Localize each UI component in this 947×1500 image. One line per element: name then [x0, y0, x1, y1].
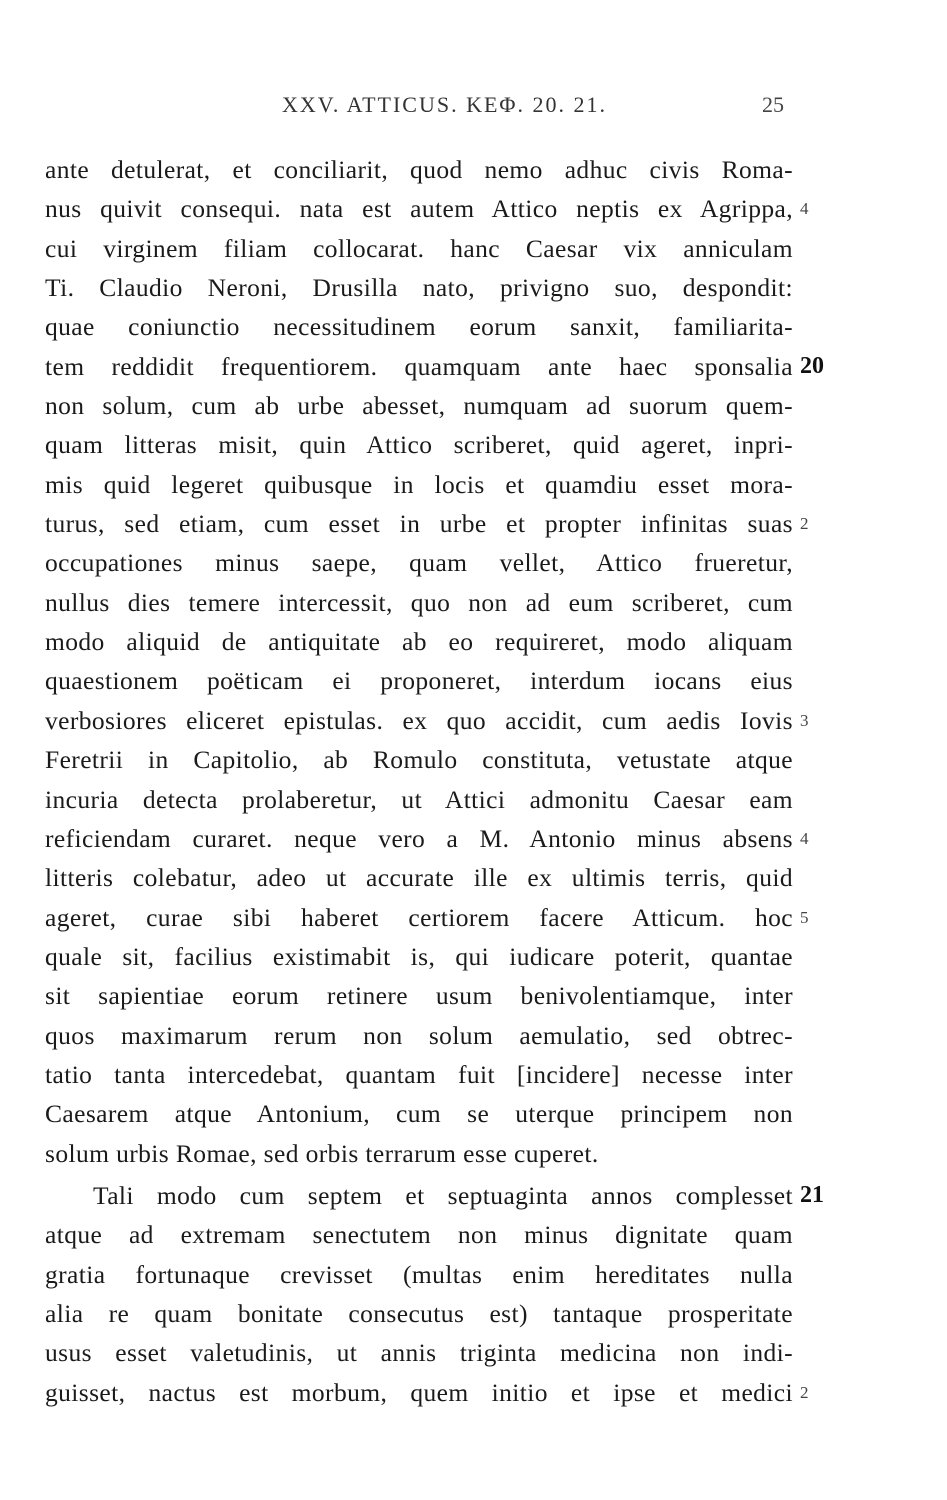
text-line: occupationes minus saepe, quam vellet, Attico frueretur,: [45, 548, 793, 578]
text-line: Caesarem atque Antonium, cum se uterque principem non: [45, 1099, 793, 1129]
text-line: guisset, nactus est morbum, quem initio et ipse et medici: [45, 1377, 793, 1407]
text-line: tem reddidit frequentiorem. quamquam ante haec sponsalia: [45, 351, 793, 381]
margin-section-number: 4: [800, 199, 809, 218]
text-line: usus esset valetudinis, ut annis triginta medicina non indi-: [45, 1338, 793, 1368]
margin-chapter-number: 21: [800, 1182, 824, 1208]
text-line: quale sit, facilius existimabit is, qui iudicare poterit, quantae: [45, 941, 793, 971]
text-line: solum urbis Romae, sed orbis terrarum esse cuperet.: [45, 1138, 599, 1168]
page-number: 25: [762, 92, 784, 117]
text-line: verbosiores eliceret epistulas. ex quo accidit, cum aedis Iovis: [45, 705, 793, 735]
text-line: quae coniunctio necessitudinem eorum sanxit, familiarita-: [45, 312, 793, 342]
text-line: nus quivit consequi. nata est autem Attico neptis ex Agrippa,: [45, 194, 793, 224]
margin-section-number: 2: [800, 1383, 809, 1402]
text-line: quos maximarum rerum non solum aemulatio, sed obtrec-: [45, 1020, 793, 1050]
running-title: XXV. ATTICUS. ΚΕΦ. 20. 21.: [282, 92, 607, 117]
text-line: cui virginem filiam collocarat. hanc Caesar vix anniculam: [45, 233, 793, 263]
text-line: litteris colebatur, adeo ut accurate ille ex ultimis terris, quid: [45, 863, 793, 893]
text-line: non solum, cum ab urbe abesset, numquam ad suorum quem-: [45, 391, 793, 421]
margin-section-number: 2: [800, 514, 809, 533]
text-line: atque ad extremam senectutem non minus dignitate quam: [45, 1220, 793, 1250]
text-line: modo aliquid de antiquitate ab eo requireret, modo aliquam: [45, 627, 793, 657]
text-line: Ti. Claudio Neroni, Drusilla nato, privigno suo, despondit:: [45, 273, 793, 303]
text-line: Feretrii in Capitolio, ab Romulo constituta, vetustate atque: [45, 745, 793, 775]
margin-section-number: 4: [800, 829, 809, 848]
text-line: ageret, curae sibi haberet certiorem facere Atticum. hoc: [45, 902, 793, 932]
paragraph-start-line: Tali modo cum septem et septuaginta annos complesset: [93, 1180, 793, 1210]
margin-section-number: 3: [800, 711, 809, 730]
text-line: gratia fortunaque crevisset (multas enim hereditates nulla: [45, 1259, 793, 1289]
margin-chapter-number: 20: [800, 353, 824, 379]
text-line: nullus dies temere intercessit, quo non ad eum scriberet, cum: [45, 587, 793, 617]
text-line: quam litteras misit, quin Attico scriberet, quid ageret, inpri-: [45, 430, 793, 460]
text-line: reficiendam curaret. neque vero a M. Antonio minus absens: [45, 823, 793, 853]
text-line: sit sapientiae eorum retinere usum benivolentiamque, inter: [45, 981, 793, 1011]
text-line: alia re quam bonitate consecutus est) tantaque prosperitate: [45, 1298, 793, 1328]
text-line: turus, sed etiam, cum esset in urbe et propter infinitas suas: [45, 509, 793, 539]
body-text: [45, 150, 793, 1412]
text-line: incuria detecta prolaberetur, ut Attici admonitu Caesar eam: [45, 784, 793, 814]
text-line: mis quid legeret quibusque in locis et quamdiu esset mora-: [45, 469, 793, 499]
running-header: [0, 92, 947, 122]
text-line: tatio tanta intercedebat, quantam fuit [incidere] necesse inter: [45, 1059, 793, 1089]
margin-section-number: 5: [800, 908, 809, 927]
text-line: quaestionem poëticam ei proponeret, interdum iocans eius: [45, 666, 793, 696]
text-line: ante detulerat, et conciliarit, quod nemo adhuc civis Roma-: [45, 155, 793, 184]
